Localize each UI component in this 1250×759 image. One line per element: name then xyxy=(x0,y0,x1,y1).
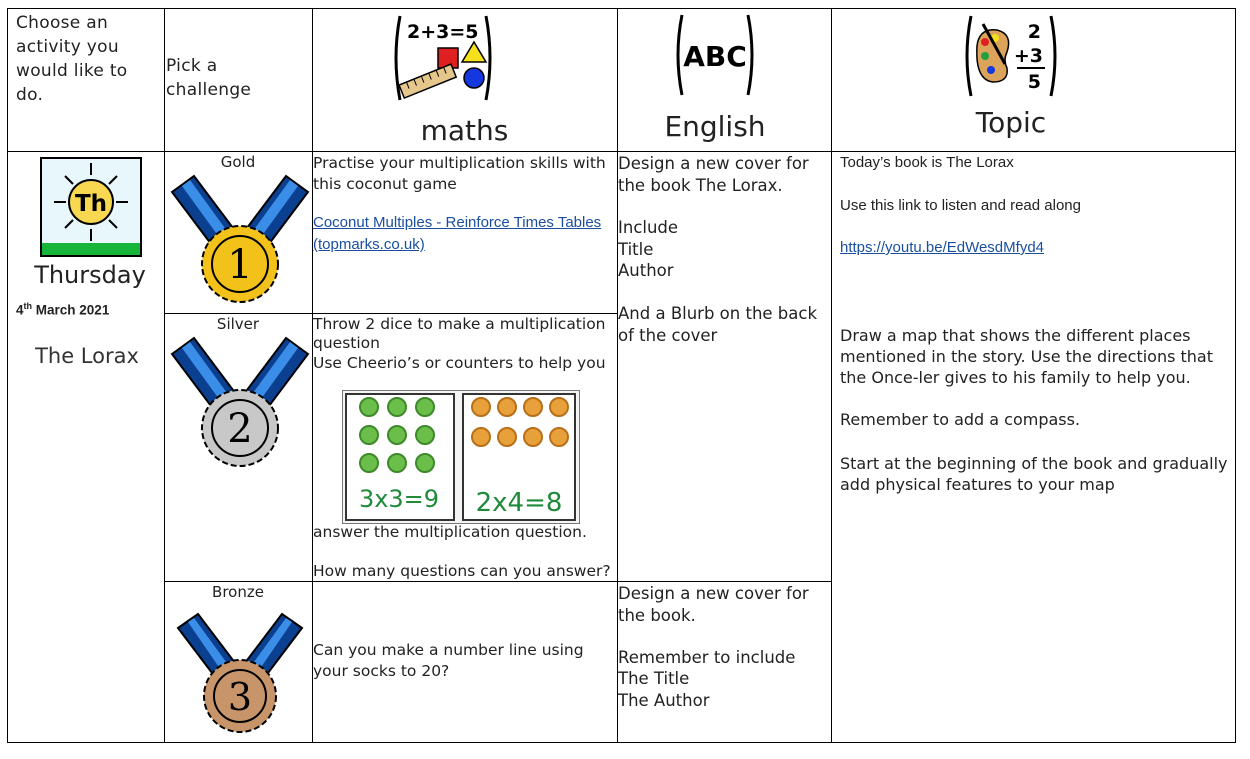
bronze-label: Bronze xyxy=(212,583,264,601)
bronze-medal-icon xyxy=(168,606,312,740)
maths-silver-answer: answer the multiplication question. xyxy=(313,523,587,541)
english-blurb: And a Blurb on the back of the cover xyxy=(618,304,818,345)
maths-silver-counters: Use Cheerio’s or counters to help you xyxy=(313,354,606,372)
silver-label: Silver xyxy=(216,315,260,333)
english-remember: Remember to include xyxy=(618,648,796,667)
grid-line xyxy=(164,313,618,314)
topic-listen: Use this link to listen and read along xyxy=(840,197,1081,214)
maths-heading: maths xyxy=(420,114,509,147)
grid-line xyxy=(164,8,165,743)
day-name: Thursday xyxy=(34,261,146,289)
coconut-multiples-link[interactable]: Coconut Multiples - Reinforce Times Tables (topmarks.co.uk) xyxy=(313,214,602,253)
grid-line xyxy=(7,8,8,743)
pick-challenge-heading: Pick a challenge xyxy=(166,56,252,100)
svg-text:2: 2 xyxy=(227,406,253,452)
english-include: Include xyxy=(618,218,679,237)
maths-silver-intro: Throw 2 dice to make a multiplication question xyxy=(313,315,606,352)
maths-silver-question: How many questions can you answer? xyxy=(313,562,611,580)
choose-activity-heading: Choose an activity you would like to do. xyxy=(16,13,128,105)
english-remember-item: The Author xyxy=(618,691,710,710)
palette-topic-icon xyxy=(963,12,1059,100)
grid-line xyxy=(1235,8,1236,743)
sun-icon-text: Th xyxy=(74,191,108,217)
grid-line xyxy=(831,8,832,743)
thursday-sun-icon xyxy=(40,157,142,257)
grid-line xyxy=(7,151,1236,152)
gold-medal-icon xyxy=(168,170,312,308)
english-heading: English xyxy=(664,110,766,143)
abc-icon xyxy=(672,12,758,98)
svg-text:2+3=5: 2+3=5 xyxy=(407,21,479,43)
topic-compass: Remember to add a compass. xyxy=(840,410,1081,429)
book-title: The Lorax xyxy=(35,344,139,368)
english-include-item: Title xyxy=(618,240,654,259)
english-remember-item: The Title xyxy=(618,669,690,688)
svg-text:2: 2 xyxy=(1027,21,1041,43)
maths-gold-text: Practise your multiplication skills with this coconut game xyxy=(313,154,606,193)
topic-start: Start at the beginning of the book and gradually add physical features to your map xyxy=(840,454,1228,494)
svg-text:5: 5 xyxy=(1027,71,1041,93)
maths-symbols-icon xyxy=(390,12,496,104)
svg-text:ABC: ABC xyxy=(683,40,747,73)
svg-text:+3: +3 xyxy=(1013,45,1043,67)
gold-label: Gold xyxy=(220,153,256,171)
youtube-link[interactable]: https://youtu.be/EdWesdMfyd4 xyxy=(840,239,1045,256)
svg-text:1: 1 xyxy=(227,242,253,288)
date-label: 4th March 2021 xyxy=(16,301,110,318)
right-equation: 2x4=8 xyxy=(475,488,563,518)
cheerios-photo xyxy=(342,390,580,524)
topic-book: Today’s book is The Lorax xyxy=(840,154,1014,171)
left-equation: 3x3=9 xyxy=(358,485,440,513)
english-upper-task: Design a new cover for the book The Lorax. xyxy=(618,154,809,195)
grid-line xyxy=(7,742,1236,743)
maths-bronze-text: Can you make a number line using your socks to 20? xyxy=(313,641,584,680)
topic-heading: Topic xyxy=(975,106,1047,139)
grid-line xyxy=(7,8,1236,9)
silver-medal-icon xyxy=(168,332,312,470)
svg-text:3: 3 xyxy=(227,675,253,719)
topic-map-task: Draw a map that shows the different places mentioned in the story. Use the directions that the Once-ler gives to his family to help you. xyxy=(840,326,1214,387)
english-include-item: Author xyxy=(618,261,674,280)
english-lower-task: Design a new cover for the book. xyxy=(618,584,809,625)
